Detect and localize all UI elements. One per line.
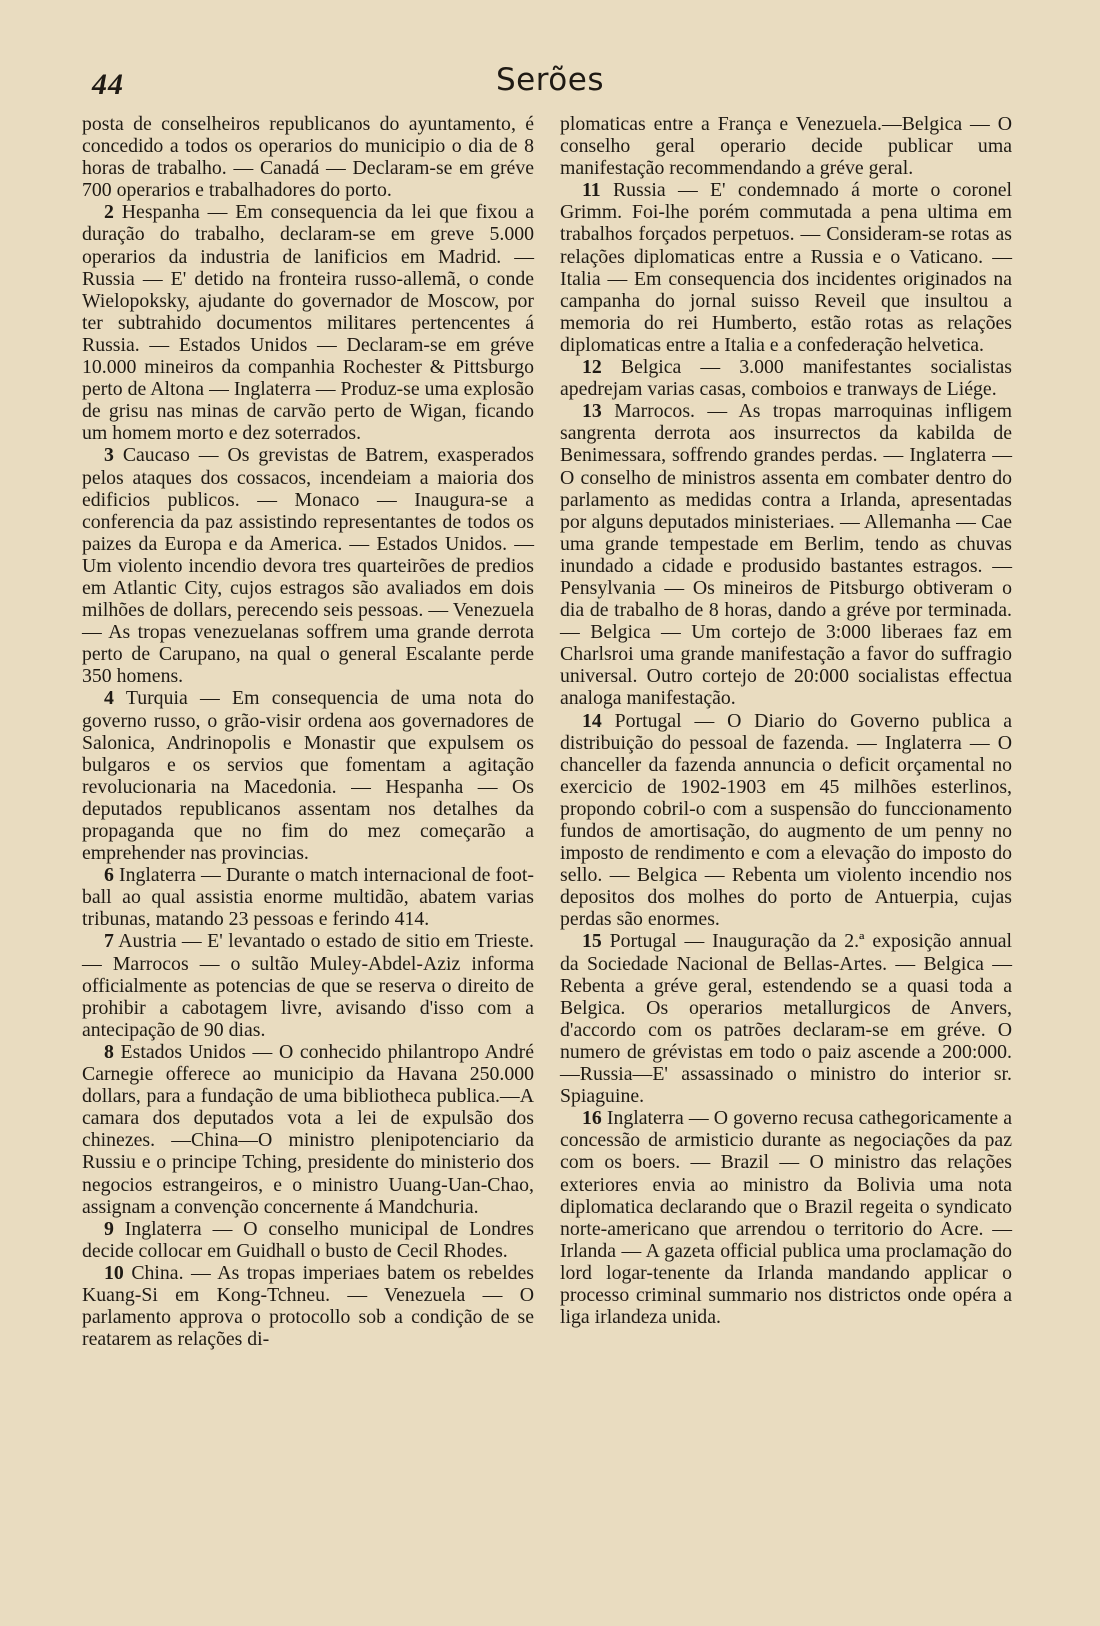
entry-day: 3 [104, 444, 114, 467]
chronicle-entry [82, 1041, 534, 1218]
chronicle-entry [560, 113, 1012, 179]
chronicle-entry [82, 930, 534, 1040]
chronicle-entry [82, 864, 534, 930]
chronicle-entry [560, 400, 1012, 709]
chronicle-entry [82, 201, 534, 444]
entry-day: 16 [582, 1107, 602, 1130]
chronicle-entry [560, 356, 1012, 400]
right-column [560, 113, 1012, 1328]
entry-text: Inglaterra — Durante o match internacional de foot-ball ao qual assistia enorme multidão, abatem varias tribunas, matando 23 pessoas e ferindo 414. [82, 864, 534, 931]
entry-text: Caucaso — Os grevistas de Batrem, exasperados pelos ataques dos cossacos, incendeiam a maioria dos edificios publicos. — Monaco — Inaugura-se a conferencia da paz assistindo representantes de todos os paizes da Europa e da America. — Estados Unidos. — Um violento incendio devora tres quarteirões de predios em Atlantic City, cujos estragos são avaliados em dois milhões de dollars, perecendo seis pessoas. — Venezuela — As tropas venezuelanas soffrem uma grande derrota perto de Carupano, na qual o general Escalante perde 350 homens. [82, 444, 534, 688]
chronicle-entry [82, 113, 534, 201]
entry-text: Portugal — Inauguração da 2.ª exposição annual da Sociedade Nacional de Bellas-Artes. — Belgica — Rebenta a gréve geral, estendendo se a quasi toda a Belgica. Os operarios metallurgicos de Anvers, d'accordo com os patrões declaram-se em gréve. O numero de grévistas em todo o paiz ascende a 200:000. —Russia—E' assassinado o ministro do interior sr. Spiaguine. [560, 930, 1012, 1108]
entry-day: 13 [582, 400, 602, 423]
entry-text: Turquia — Em consequencia de uma nota do governo russo, o grão-visir ordena aos governadores de Salonica, Andrinopolis e Monastir que expulsem os bulgaros e os servios que fomentam a agitação revolucionaria na Macedonia. — Hespanha — Os deputados republicanos assentam nos detalhes da propaganda que no fim do mez começarão a emprehender nas provincias. [82, 687, 534, 865]
entry-text: Portugal — O Diario do Governo publica a distribuição do pessoal de fazenda. — Inglaterra — O chanceller da fazenda annuncia o deficit orçamental no exercicio de 1902-1903 em 45 milhões esterlinos, propondo cobril-o com a suspensão do funccionamento fundos de amortisação, do augmento de um penny no imposto de rendimento e com a elevação do imposto do sello. — Belgica — Rebenta um violento incendio nos depositos dos molhes do porto de Antuerpia, cujas perdas são enormes. [560, 709, 1012, 931]
entry-text: Marrocos. — As tropas marroquinas infligem sangrenta derrota aos insurrectos da kabilda de Benimessara, soffrendo grandes perdas. — Inglaterra — O conselho de ministros assenta em combater dentro do parlamento as medidas contra a Irlanda, apresentadas por alguns deputados ministeriaes. — Allemanha — Cae uma grande tempestade em Berlim, tendo as chuvas inundado a cidade e produsido bastantes estragos. — Pensylvania — Os mineiros de Pitsburgo obtiveram o dia de trabalho de 8 horas, dando a gréve por terminada. — Belgica — Um cortejo de 3:000 liberaes faz em Charlsroi uma grande manifestação a favor do suffragio universal. Outro cortejo de 20:000 socialistas effectua analoga manifestação. [560, 400, 1013, 710]
entry-day: 8 [104, 1040, 114, 1063]
page-number: 44 [92, 68, 124, 101]
entry-day: 6 [104, 864, 114, 887]
entry-day: 14 [582, 709, 602, 732]
entry-text: Inglaterra — O conselho municipal de Londres decide collocar em Guidhall o busto de Cecil Rhodes. [82, 1217, 535, 1262]
running-title: Serões [495, 62, 604, 98]
chronicle-entry [560, 179, 1012, 356]
entry-text: plomaticas entre a França e Venezuela.—Belgica — O conselho geral operario decide publicar uma manifestação recommendando a gréve geral. [560, 113, 1012, 180]
chronicle-entry [82, 444, 534, 687]
entry-text: Russia — E' condemnado á morte o coronel Grimm. Foi-lhe porém commutada a pena ultima em trabalhos forçados perpetuos. — Consideram-se rotas as relações diplomaticas entre a Russia e o Vaticano. — Italia — Em consequencia dos incidentes originados na campanha do jornal suisso Reveil que insultou a memoria do rei Humberto, estão rotas as relações diplomaticas entre a Italia e a confederação helvetica. [560, 179, 1013, 356]
entry-day: 10 [104, 1261, 124, 1284]
entry-day: 2 [104, 201, 114, 224]
chronicle-entry [82, 1218, 534, 1262]
entry-day: 15 [582, 930, 602, 953]
left-column [82, 113, 534, 1350]
entry-text: Inglaterra — O governo recusa cathegoricamente a concessão de armisticio durante as negociações da paz com os boers. — Brazil — O ministro das relações exteriores envia ao ministro da Bolivia uma nota diplomatica declarando que o Brazil regeita o syndicato norte-americano que arrendou o territorio do Acre. — Irlanda — A gazeta official publica uma proclamação do lord logar-tenente da Irlanda mandando applicar o processo criminal summario nos districtos onde opéra a liga irlandeza unida. [560, 1107, 1012, 1329]
entry-day: 4 [104, 687, 114, 710]
chronicle-entry [82, 687, 534, 864]
chronicle-entry [82, 1262, 534, 1350]
chronicle-entry [560, 710, 1012, 931]
entry-text: Belgica — 3.000 manifestantes socialistas apedrejam varias casas, comboios e tranways de Liége. [560, 356, 1012, 401]
entry-text: Hespanha — Em consequencia da lei que fixou a duração do trabalho, declaram-se em greve 5.000 operarios da industria de lanificios em Madrid. — Russia — E' detido na fronteira russo-allemã, o conde Wielopokskу, ajudante do governador de Moscow, por ter subtrahido documentos militares pertencentes á Russia. — Estados Unidos — Declaram-se em gréve 10.000 mineiros da companhia Rochester & Pittsburgo perto de Altona — Inglaterra — Produz-se uma explosão de grisu nas minas de carvão perto de Wigan, ficando um homem morto e dez soterrados. [82, 201, 534, 445]
entry-text: posta de conselheiros republicanos do ayuntamento, é concedido a todos os operarios do municipio o dia de 8 horas de trabalho. — Canadá — Declaram-se em gréve 700 operarios e trabalhadores do porto. [82, 113, 534, 202]
entry-text: Austria — E' levantado o estado de sitio em Trieste. — Marrocos — o sultão Muley-Abdel-Aziz informa officialmente as potencias de que se reserva o direito de prohibir a cabotagem livre, avisando d'isso com a antecipação de 90 dias. [82, 930, 534, 1041]
entry-day: 7 [104, 930, 114, 953]
entry-day: 12 [582, 356, 602, 379]
chronicle-entry [560, 1107, 1012, 1328]
entry-text: Estados Unidos — O conhecido philantropo André Carnegie offerece ao municipio da Havana 250.000 dollars, para a fundação de uma bibliotheca publica.—A camara dos deputados vota a lei de expulsão dos chinezes. —China—O ministro plenipotenciario da Russiu e o principe Tching, presidente do ministerio dos negocios estrangeiros, e o ministro Uuang-Uan-Chao, assignam a convenção concernente á Mandchuria. [82, 1040, 534, 1218]
entry-day: 9 [104, 1217, 114, 1240]
chronicle-entry [560, 930, 1012, 1107]
entry-text: China. — As tropas imperiaes batem os rebeldes Kuang-Si em Kong-Tchneu. — Venezuela — O parlamento approva o protocollo sob a condição de se reatarem as relações di- [82, 1261, 535, 1351]
entry-day: 11 [582, 179, 601, 202]
